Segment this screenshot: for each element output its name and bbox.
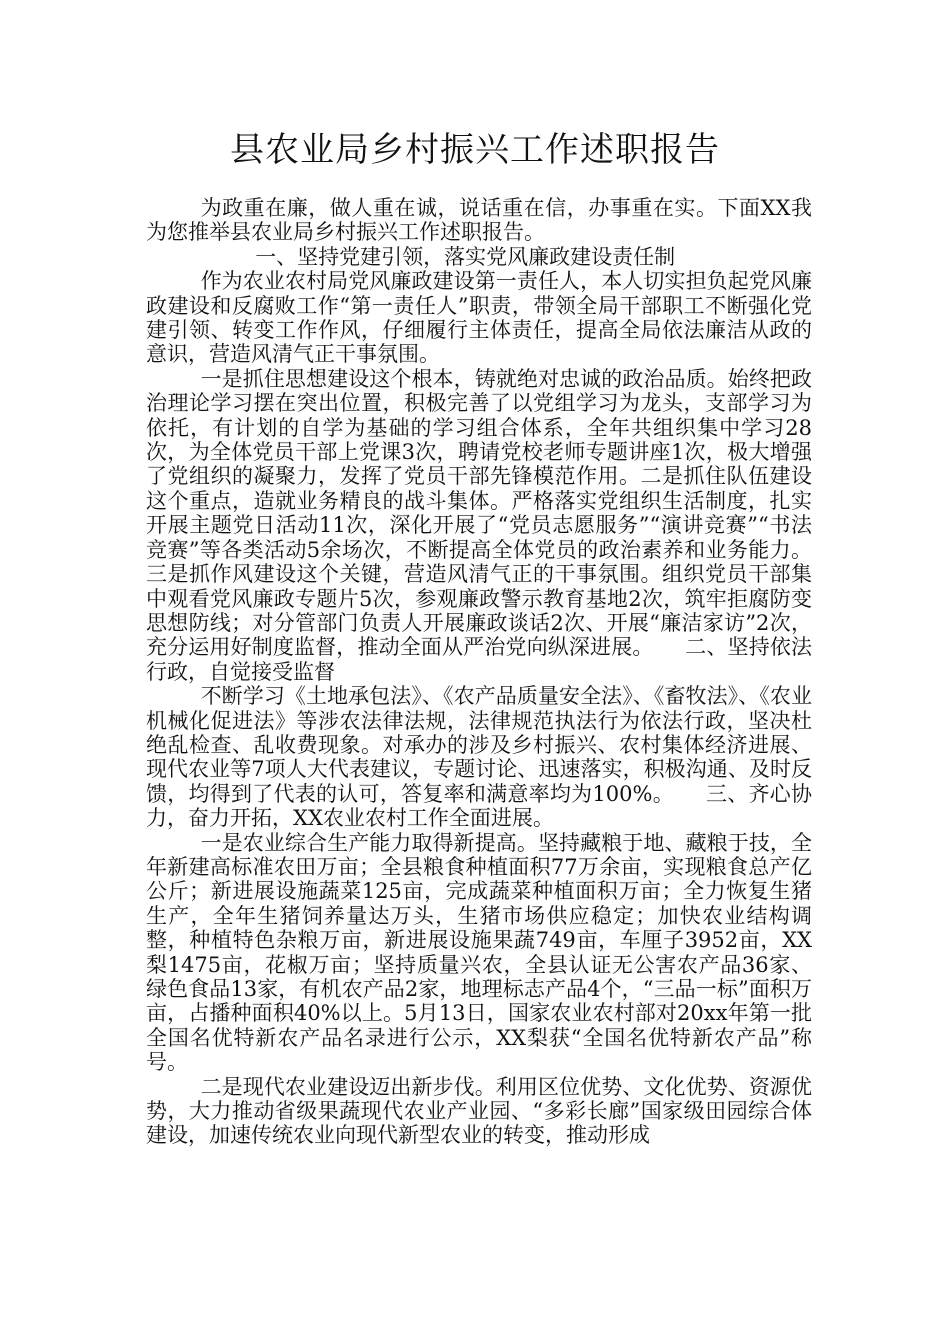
document-title: 县农业局乡村振兴工作述职报告 <box>230 130 720 170</box>
body-paragraph: 作为农业农村局党风廉政建设第一责任人，本人切实担负起党风廉政建设和反腐败工作“第一责任人”职责，带领全局干部职工不断强化党建引领、转变工作作风，仔细履行主体责任，提高全局依法廉洁从政的意识，营造风清气正干事氛围。 <box>146 269 812 367</box>
intro-paragraph: 为政重在廉，做人重在诚，说话重在信，办事重在实。下面XX我为您推举县农业局乡村振兴工作述职报告。 <box>146 196 812 245</box>
body-paragraph: 二是现代农业建设迈出新步伐。利用区位优势、文化优势、资源优势，大力推动省级果蔬现代农业产业园、“多彩长廊”国家级田园综合体建设，加速传统农业向现代新型农业的转变，推动形成 <box>146 1074 812 1148</box>
body-paragraph: 不断学习《土地承包法》、《农产品质量安全法》、《畜牧法》、《农业机械化促进法》等涉农法律法规，法律规范执法行为依法行政，坚决杜绝乱检查、乱收费现象。对承办的涉及乡村振兴、农村集体经济进展、现代农业等7项人大代表建议，专题讨论、迅速落实，积极沟通、及时反馈，均得到了代表的认可，答复率和满意率均为100%。 三、齐心协力，奋力开拓，XX农业农村工作全面进展。 <box>146 684 812 831</box>
body-paragraph: 一是抓住思想建设这个根本，铸就绝对忠诚的政治品质。始终把政治理论学习摆在突出位置，积极完善了以党组学习为龙头，支部学习为依托，有计划的自学为基础的学习组合体系，全年共组织集中学习28次，为全体党员干部上党课3次，聘请党校老师专题讲座1次，极大增强了党组织的凝聚力，发挥了党员干部先锋模范作用。二是抓住队伍建设这个重点，造就业务精良的战斗集体。严格落实党组织生活制度，扎实开展主题党日活动11次，深化开展了“党员志愿服务”“演讲竞赛”“书法竞赛”等各类活动5余场次，不断提高全体党员的政治素养和业务能力。三是抓作风建设这个关键，营造风清气正的干事氛围。组织党员干部集中观看党风廉政专题片5次，参观廉政警示教育基地2次，筑牢拒腐防变思想防线；对分管部门负责人开展廉政谈话2次、开展“廉洁家访”2次，充分运用好制度监督，推动全面从严治党向纵深进展。 二、坚持依法行政，自觉接受监督 <box>146 366 812 684</box>
body-paragraph: 一是农业综合生产能力取得新提高。坚持藏粮于地、藏粮于技，全年新建高标准农田万亩；全县粮食种植面积77万余亩，实现粮食总产亿公斤；新进展设施蔬菜125亩，完成蔬菜种植面积万亩；全力恢复生猪生产，全年生猪饲养量达万头，生猪市场供应稳定；加快农业结构调整，种植特色杂粮万亩，新进展设施果蔬749亩，车厘子3952亩，XX梨1475亩，花椒万亩；坚持质量兴农，全县认证无公害农产品36家、绿色食品13家，有机农产品2家，地理标志产品4个，“三品一标”面积万亩，占播种面积40%以上。5月13日，国家农业农村部对20xx年第一批全国名优特新农产品名录进行公示，XX梨获“全国名优特新农产品”称号。 <box>146 830 812 1075</box>
section-heading-1: 一、坚持党建引领，落实党风廉政建设责任制 <box>255 244 676 269</box>
document-body <box>146 196 812 1148</box>
